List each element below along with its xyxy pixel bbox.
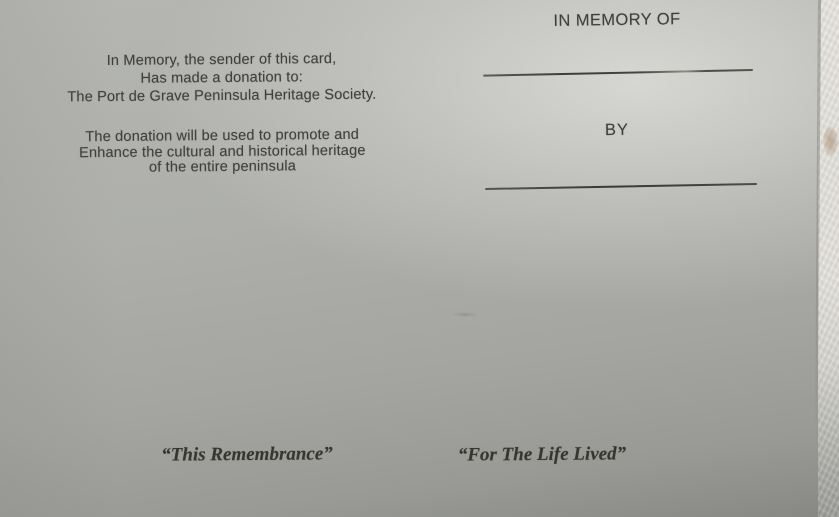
text-line: of the entire peninsula — [148, 158, 297, 176]
paper-smudge-mark — [452, 312, 478, 317]
text-line: In Memory, the sender of this card, — [106, 51, 337, 70]
by-heading: BY — [604, 120, 630, 140]
text-line: Enhance the cultural and historical heritage — [79, 142, 366, 161]
text-line: The donation will be used to promote and — [85, 126, 360, 146]
text-line: The Port de Grave Peninsula Heritage Society. — [67, 86, 377, 106]
donation-message-paragraph-2 — [38, 127, 406, 177]
envelope-edge-strip — [818, 0, 839, 517]
deceased-name-blank-line — [483, 69, 753, 76]
donation-message — [37, 49, 406, 177]
text-line: Has made a donation to: — [140, 69, 303, 87]
donation-message-paragraph-1 — [37, 49, 405, 106]
envelope-emboss-texture — [818, 0, 839, 517]
footer-quote-this-remembrance: “This Remembrance” — [161, 443, 333, 466]
in-memory-of-heading: IN MEMORY OF — [553, 10, 681, 30]
sender-name-blank-line — [485, 183, 757, 190]
footer-quote-for-the-life-lived: “For The Life Lived” — [457, 443, 627, 466]
envelope-brown-smudge — [823, 126, 838, 156]
